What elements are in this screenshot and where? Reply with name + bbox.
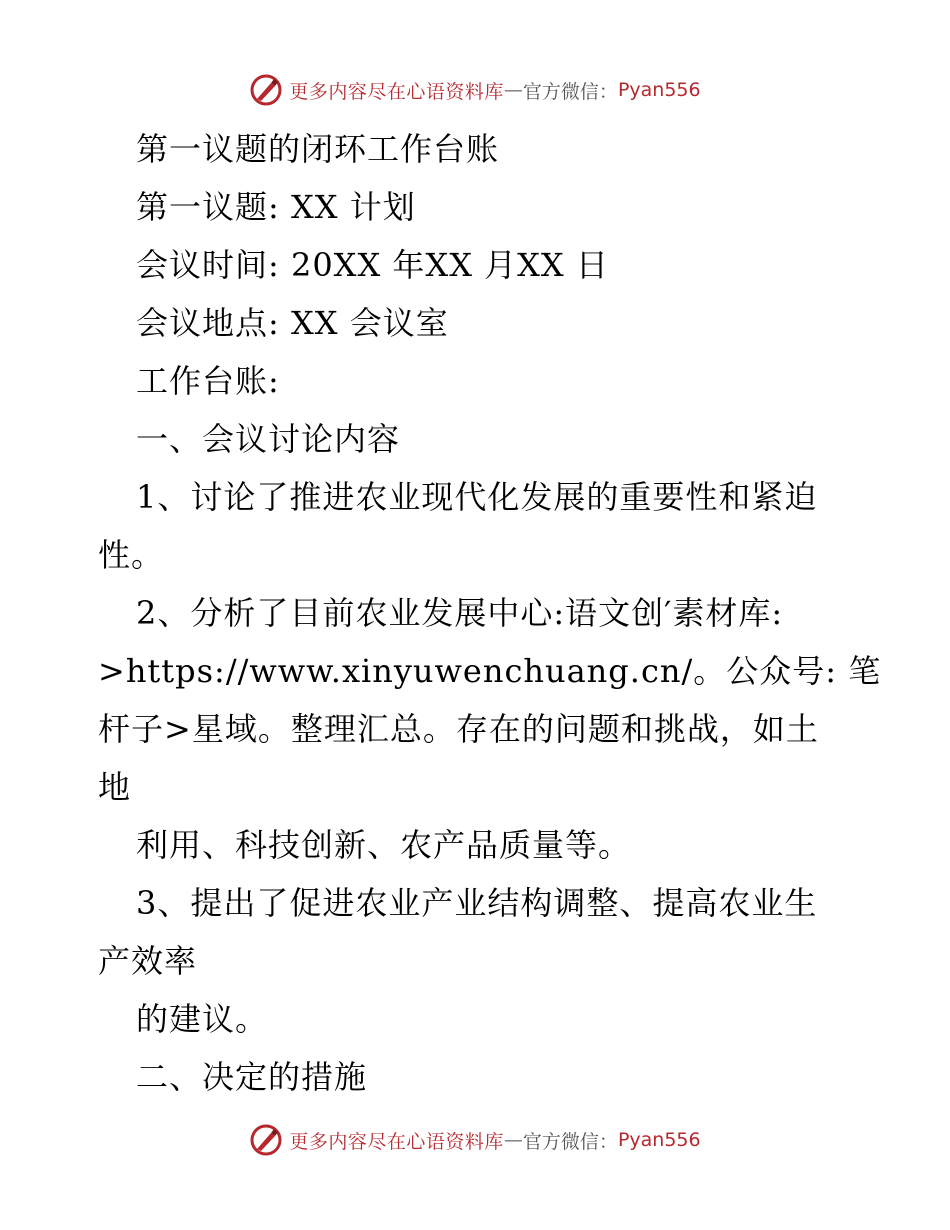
watermark-id: Pyan556: [617, 1129, 701, 1151]
footer-watermark: [0, 1118, 950, 1162]
paragraph-line: 1、讨论了推进农业现代化发展的重要性和紧迫: [136, 478, 818, 516]
paragraph-line: 利用、科技创新、农产品质量等。: [136, 826, 632, 864]
paragraph-line: 2、分析了目前农业发展中心:语文创′素材库:: [136, 594, 784, 632]
paragraph-line: 产效率: [98, 942, 198, 980]
pen-logo-icon: [249, 1123, 283, 1157]
header-watermark: [0, 68, 950, 112]
section-heading-discussion: 一、会议讨论内容: [136, 420, 401, 458]
paragraph-line: 性。: [98, 536, 165, 574]
section-heading-measures: 二、决定的措施: [136, 1058, 368, 1096]
paragraph-line: >https://www.xinyuwenchuang.cn/。公众号: 笔: [98, 652, 882, 690]
paragraph-line: 3、提出了促进农业产业结构调整、提高农业生: [136, 884, 818, 922]
document-title: 第一议题的闭环工作台账: [136, 130, 500, 168]
topic-line: 第一议题: XX 计划: [136, 188, 416, 226]
watermark-text: 更多内容尽在心语资料库: [289, 80, 504, 103]
watermark-separator: —: [503, 79, 523, 101]
watermark-id: Pyan556: [617, 79, 701, 101]
watermark-label: 官方微信：: [522, 80, 618, 103]
paragraph-line: 的建议。: [136, 1000, 269, 1038]
watermark-separator: —: [503, 1129, 523, 1151]
paragraph-line: 杆子>星域。整理汇总。存在的问题和挑战，如土: [98, 710, 819, 748]
document-body: [0, 120, 950, 1106]
pen-logo-icon: [249, 73, 283, 107]
ledger-heading: 工作台账:: [136, 362, 280, 400]
meeting-location-line: 会议地点: XX 会议室: [136, 304, 449, 342]
meeting-time-line: 会议时间: 20XX 年XX 月XX 日: [136, 246, 609, 284]
watermark-text: 更多内容尽在心语资料库: [289, 1130, 504, 1153]
watermark-label: 官方微信：: [522, 1130, 618, 1153]
paragraph-line: 地: [98, 768, 132, 806]
